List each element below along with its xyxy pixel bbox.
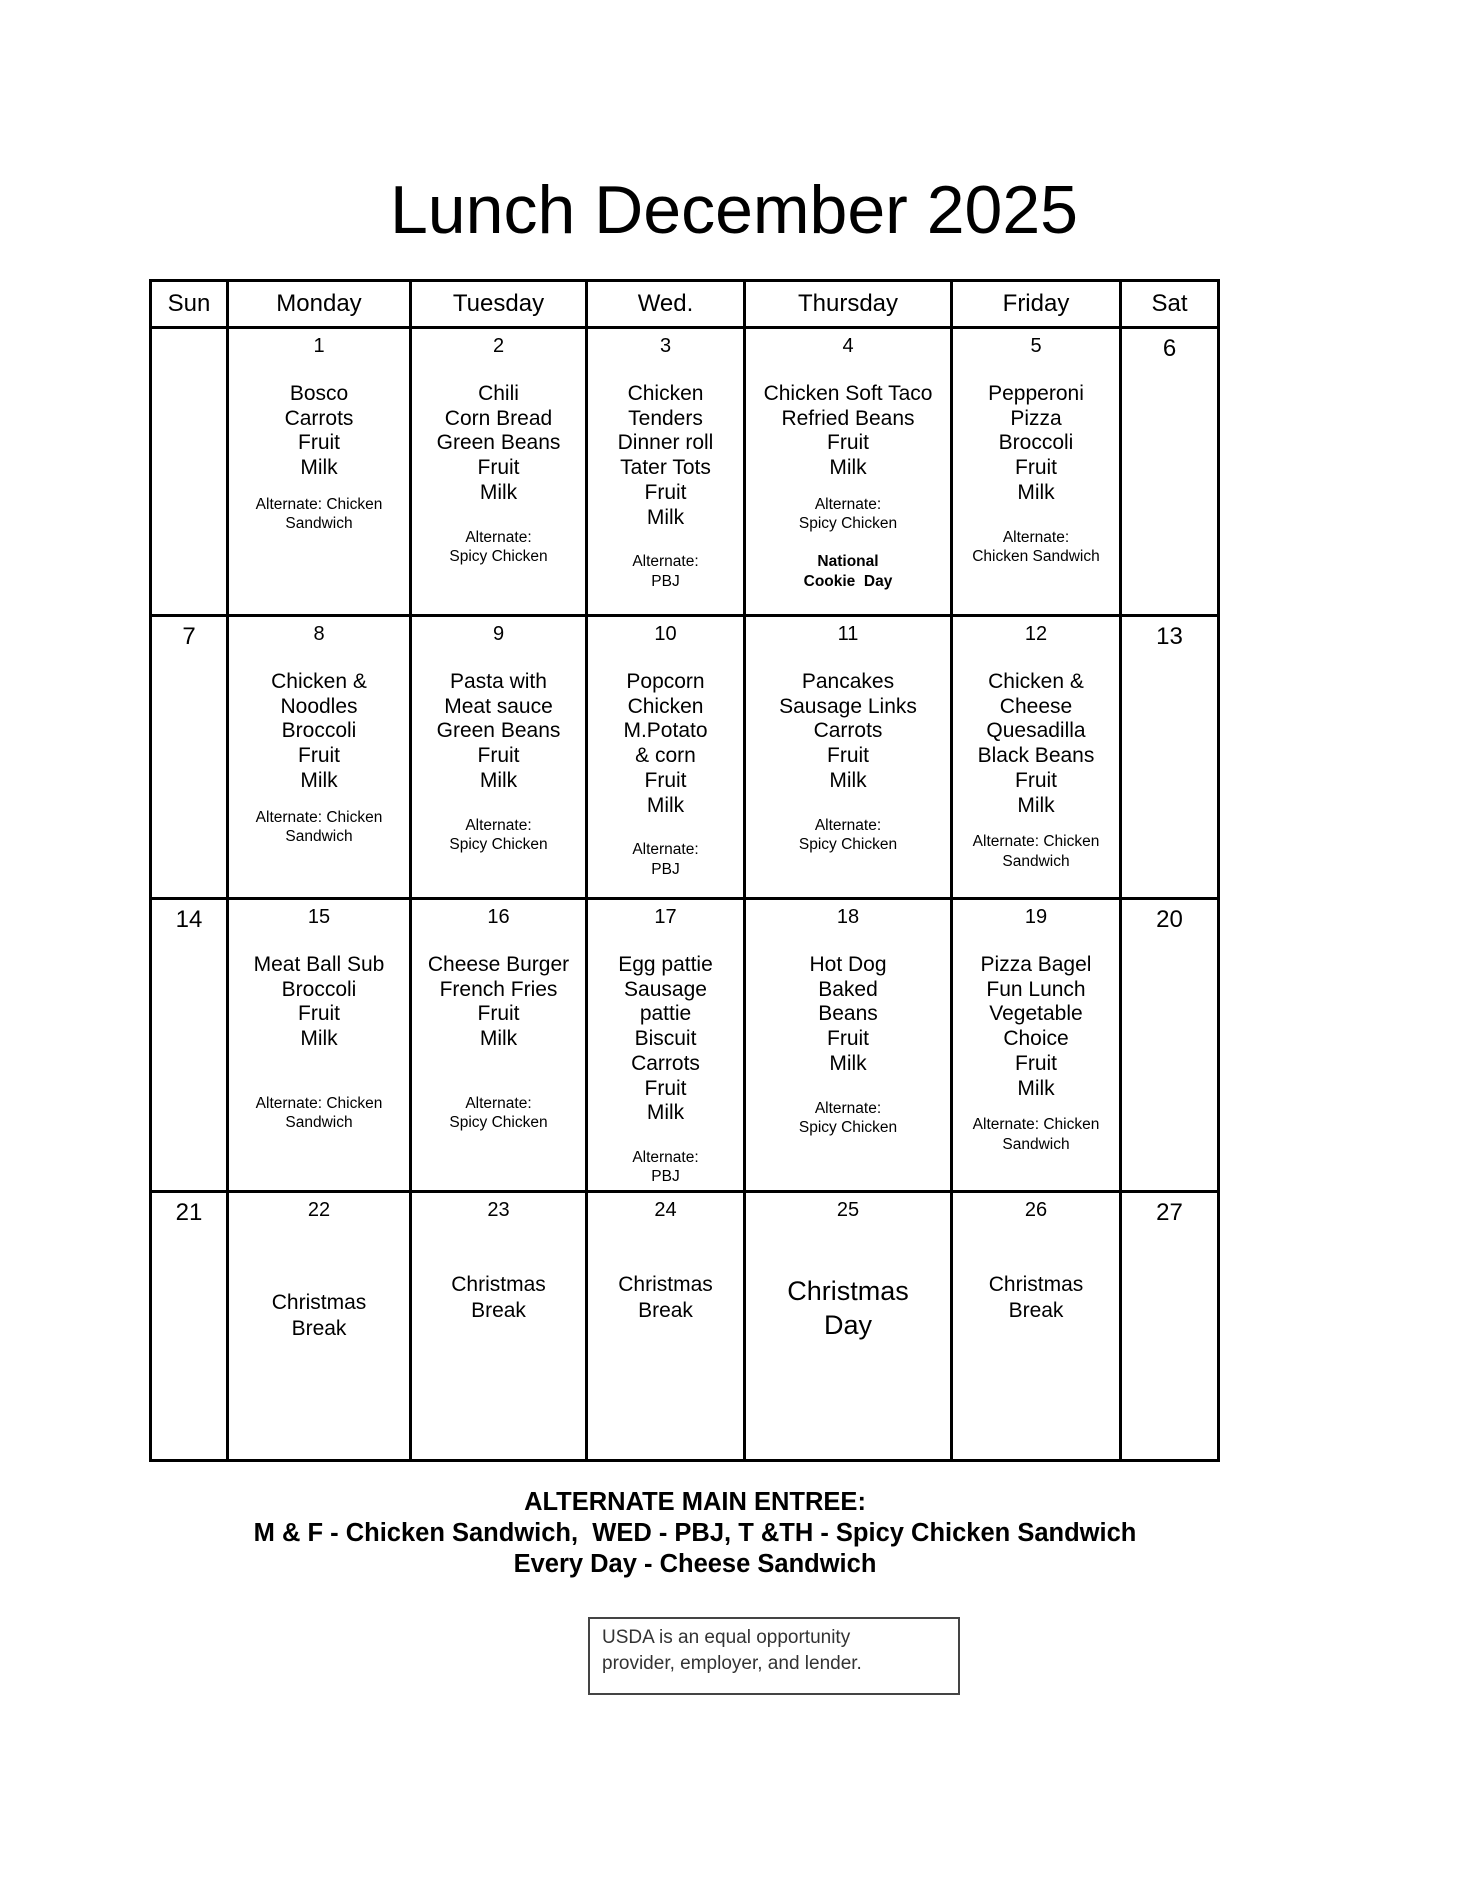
menu-items <box>953 953 1119 1101</box>
weekday-header-row <box>151 281 1219 328</box>
menu-item: Chili <box>478 382 519 405</box>
day-number: 2 <box>492 335 505 357</box>
day-number: 19 <box>1024 906 1048 928</box>
day-number: 16 <box>487 906 510 928</box>
alternate-entree-everyday: Every Day - Cheese Sandwich <box>513 1550 877 1578</box>
header-wednesday: Wed. <box>587 281 745 328</box>
menu-item: Fruit <box>644 480 687 504</box>
menu-items <box>746 382 950 481</box>
day-number: 8 <box>313 623 325 645</box>
sunday-cell <box>151 1192 228 1461</box>
menu-item: Chicken & <box>271 670 367 693</box>
day-cell <box>952 1192 1121 1461</box>
menu-items <box>229 953 409 1052</box>
menu-item: Corn Bread <box>444 406 553 430</box>
holiday-line: Break <box>1008 1299 1064 1322</box>
menu-item: Fruit <box>644 768 687 792</box>
alternate-entree <box>953 832 1119 871</box>
day-cell <box>587 328 745 616</box>
alternate-entree-notice <box>0 1487 1390 1580</box>
menu-item: Fruit <box>1015 1051 1057 1075</box>
day-number: 14 <box>175 906 203 933</box>
lunch-calendar <box>149 279 1220 1462</box>
day-number: 25 <box>836 1199 860 1221</box>
menu-item: Chicken <box>627 694 704 718</box>
menu-item: Milk <box>646 793 685 817</box>
menu-item: Pepperoni <box>988 382 1084 405</box>
menu-item: French Fries <box>439 977 558 1001</box>
menu-items <box>746 953 950 1077</box>
sunday-cell <box>151 616 228 899</box>
menu-item: Cheese <box>999 694 1073 718</box>
menu-item: Fruit <box>298 1002 340 1026</box>
alternate-entree <box>953 1115 1119 1154</box>
menu-item: Refried Beans <box>781 406 915 430</box>
day-number: 4 <box>842 335 854 357</box>
day-number: 26 <box>1024 1199 1048 1221</box>
menu-item: Fruit <box>1015 768 1057 792</box>
menu-item: Meat Ball Sub <box>253 953 385 976</box>
holiday-label <box>412 1272 585 1324</box>
day-cell <box>411 328 587 616</box>
day-cell <box>587 1192 745 1461</box>
holiday-line: Break <box>638 1299 693 1322</box>
alternate-line: Spicy Chicken <box>449 1114 548 1132</box>
alternate-line: Alternate: <box>814 495 882 513</box>
menu-item: Meat sauce <box>444 694 553 718</box>
usda-notice-box <box>588 1617 960 1695</box>
alternate-line: Sandwich <box>285 515 353 533</box>
menu-item: Chicken Soft Taco <box>763 382 933 405</box>
header-sat: Sat <box>1121 281 1219 328</box>
menu-item: Cheese Burger <box>427 953 570 976</box>
alternate-line: Alternate: <box>814 816 882 834</box>
day-cell <box>745 899 952 1192</box>
day-number: 7 <box>182 623 196 650</box>
saturday-cell <box>1121 328 1219 616</box>
alternate-entree <box>588 1148 743 1187</box>
menu-item: Carrots <box>813 719 883 743</box>
saturday-cell <box>1121 616 1219 899</box>
alternate-line: Alternate: Chicken <box>972 833 1100 851</box>
day-cell <box>411 616 587 899</box>
header-friday: Friday <box>952 281 1121 328</box>
menu-items <box>412 953 585 1052</box>
menu-item: M.Potato <box>623 719 708 743</box>
alternate-line: Spicy Chicken <box>449 548 548 566</box>
day-number: 15 <box>307 906 331 928</box>
holiday-line: Break <box>471 1299 526 1322</box>
week-row <box>151 899 1219 1192</box>
day-cell <box>952 616 1121 899</box>
menu-item: Popcorn <box>626 670 705 693</box>
day-number: 22 <box>307 1199 331 1221</box>
alternate-line: Spicy Chicken <box>798 1119 898 1137</box>
alternate-line: Sandwich <box>1002 1135 1070 1153</box>
sunday-cell <box>151 899 228 1192</box>
alternate-entree-schedule: M & F - Chicken Sandwich, WED - PBJ, T &TH - Spicy Chicken Sandwich <box>253 1519 1137 1547</box>
alternate-line: Spicy Chicken <box>798 515 898 533</box>
menu-item: Chicken & <box>988 670 1084 693</box>
menu-item: Milk <box>479 1027 518 1051</box>
alternate-line: Alternate: <box>632 553 699 571</box>
menu-item: Milk <box>300 1027 338 1051</box>
menu-item: Milk <box>829 768 867 792</box>
menu-item: Milk <box>1017 793 1055 817</box>
menu-item: Sausage Links <box>779 694 917 718</box>
alternate-line: Chicken Sandwich <box>972 548 1100 566</box>
menu-item: Milk <box>646 505 685 529</box>
menu-item: Green Beans <box>436 431 561 455</box>
menu-item: Milk <box>1017 1076 1055 1100</box>
alternate-line: Alternate: Chicken <box>972 1116 1100 1134</box>
menu-item: Fruit <box>827 1027 869 1051</box>
menu-item: Fruit <box>827 431 869 455</box>
day-cell <box>745 1192 952 1461</box>
menu-item: Quesadilla <box>986 719 1086 743</box>
menu-item: Choice <box>1003 1027 1069 1051</box>
day-cell <box>587 899 745 1192</box>
day-number: 5 <box>1030 335 1042 357</box>
day-number: 20 <box>1156 906 1183 933</box>
day-number: 27 <box>1156 1199 1183 1226</box>
saturday-cell <box>1121 1192 1219 1461</box>
menu-item: Pizza <box>1010 406 1062 430</box>
menu-item: Egg pattie <box>618 953 713 976</box>
menu-item: Milk <box>479 768 518 792</box>
alternate-line: Alternate: Chicken <box>255 495 383 513</box>
alternate-line: PBJ <box>651 860 680 878</box>
day-cell <box>228 616 411 899</box>
day-number: 10 <box>654 623 677 645</box>
alternate-entree <box>229 1094 409 1133</box>
sunday-cell <box>151 328 228 616</box>
usda-notice-line2: provider, employer, and lender. <box>602 1653 862 1674</box>
day-cell <box>228 899 411 1192</box>
menu-item: Fun Lunch <box>986 977 1086 1001</box>
menu-item: Fruit <box>298 744 340 768</box>
menu-item: & corn <box>635 744 696 768</box>
alternate-line: Sandwich <box>1002 852 1070 870</box>
day-cell <box>228 1192 411 1461</box>
menu-items <box>412 670 585 794</box>
menu-items <box>588 953 743 1126</box>
alternate-entree-heading: ALTERNATE MAIN ENTREE: <box>524 1488 866 1516</box>
alternate-line: Alternate: <box>632 841 699 859</box>
alternate-line: Alternate: Chicken <box>255 1094 383 1112</box>
alternate-line: Alternate: <box>1002 528 1070 546</box>
menu-item: Carrots <box>284 406 354 430</box>
alternate-line: Alternate: <box>465 1094 532 1112</box>
day-number: 12 <box>1024 623 1048 645</box>
menu-item: Pasta with <box>450 670 547 693</box>
holiday-line: Christmas <box>787 1276 909 1306</box>
day-cell <box>745 616 952 899</box>
day-cell <box>745 328 952 616</box>
menu-items <box>229 670 409 794</box>
menu-items <box>412 382 585 506</box>
day-cell <box>228 328 411 616</box>
menu-item: Milk <box>300 768 338 792</box>
menu-item: Noodles <box>280 694 358 718</box>
day-number: 3 <box>659 335 672 357</box>
menu-item: Milk <box>300 456 338 480</box>
alternate-line: Spicy Chicken <box>798 836 898 854</box>
holiday-line: Christmas <box>451 1273 546 1296</box>
alternate-entree <box>229 495 409 534</box>
menu-items <box>746 670 950 794</box>
day-number: 6 <box>1162 335 1177 362</box>
holiday-line: Day <box>823 1310 872 1340</box>
menu-item: Fruit <box>298 431 340 455</box>
alternate-line: Alternate: <box>632 1148 699 1166</box>
menu-item: Vegetable <box>989 1002 1083 1026</box>
alternate-entree <box>412 1094 585 1133</box>
special-line: Cookie Day <box>803 572 893 590</box>
day-number: 9 <box>492 623 505 645</box>
alternate-entree <box>588 552 743 591</box>
alternate-entree <box>588 840 743 879</box>
menu-item: Milk <box>829 456 867 480</box>
day-cell <box>952 899 1121 1192</box>
alternate-line: Alternate: Chicken <box>255 808 383 826</box>
menu-item: Milk <box>479 480 518 504</box>
alternate-entree <box>953 528 1119 567</box>
menu-item: Milk <box>829 1051 867 1075</box>
holiday-line: Break <box>291 1317 347 1340</box>
saturday-cell <box>1121 899 1219 1192</box>
menu-item: Tater Tots <box>620 456 711 480</box>
page-title: Lunch December 2025 <box>389 172 1078 248</box>
holiday-line: Christmas <box>271 1291 367 1314</box>
menu-item: pattie <box>639 1002 692 1026</box>
day-number: 24 <box>654 1199 677 1221</box>
menu-items <box>588 670 743 818</box>
menu-item: Fruit <box>827 744 869 768</box>
alternate-line: Alternate: <box>465 528 532 546</box>
menu-item: Dinner roll <box>617 431 714 455</box>
special-day-note <box>746 552 950 592</box>
usda-notice-line1: USDA is an equal opportunity <box>602 1627 851 1648</box>
alternate-line: PBJ <box>651 572 680 590</box>
header-sun: Sun <box>151 281 228 328</box>
menu-item: Fruit <box>644 1076 687 1100</box>
alternate-entree <box>229 808 409 847</box>
alternate-line: Alternate: <box>814 1099 882 1117</box>
alternate-line: PBJ <box>651 1168 680 1186</box>
menu-item: Chicken <box>627 382 704 405</box>
alternate-line: Sandwich <box>285 1114 353 1132</box>
menu-item: Fruit <box>477 744 520 768</box>
holiday-label <box>746 1274 950 1342</box>
menu-item: Baked <box>818 977 878 1001</box>
day-number: 17 <box>654 906 677 928</box>
special-line: National <box>817 552 879 570</box>
menu-item: Milk <box>1017 480 1055 504</box>
alternate-entree <box>746 1099 950 1138</box>
menu-item: Milk <box>646 1101 685 1125</box>
menu-item: Carrots <box>631 1051 700 1075</box>
menu-item: Fruit <box>477 1002 520 1026</box>
alternate-line: Alternate: <box>465 816 532 834</box>
alternate-line: Sandwich <box>285 828 353 846</box>
menu-items <box>588 382 743 530</box>
day-cell <box>952 328 1121 616</box>
week-row <box>151 328 1219 616</box>
menu-item: Broccoli <box>281 977 357 1001</box>
menu-item: Sausage <box>624 977 707 1001</box>
holiday-line: Christmas <box>988 1273 1084 1296</box>
holiday-label <box>953 1272 1119 1324</box>
header-tuesday: Tuesday <box>411 281 587 328</box>
day-number: 18 <box>836 906 860 928</box>
alternate-entree <box>746 495 950 534</box>
menu-item: Beans <box>818 1002 878 1026</box>
menu-item: Green Beans <box>436 719 561 743</box>
week-row <box>151 1192 1219 1461</box>
menu-item: Pizza Bagel <box>980 953 1092 976</box>
menu-item: Broccoli <box>998 431 1074 455</box>
alternate-entree <box>412 528 585 567</box>
header-thursday: Thursday <box>745 281 952 328</box>
day-number: 23 <box>487 1199 510 1221</box>
week-row <box>151 616 1219 899</box>
menu-item: Bosco <box>289 382 349 405</box>
alternate-line: Spicy Chicken <box>449 836 548 854</box>
alternate-entree <box>746 816 950 855</box>
menu-item: Hot Dog <box>809 953 887 976</box>
menu-items <box>953 382 1119 506</box>
holiday-label <box>588 1272 743 1324</box>
day-cell <box>587 616 745 899</box>
day-number: 13 <box>1156 623 1183 650</box>
menu-item: Pancakes <box>801 670 895 693</box>
menu-item: Tenders <box>628 406 703 430</box>
holiday-label <box>229 1290 409 1342</box>
day-number: 21 <box>175 1199 203 1226</box>
menu-item: Fruit <box>1015 456 1057 480</box>
day-number: 1 <box>313 335 325 357</box>
day-cell <box>411 1192 587 1461</box>
menu-item: Biscuit <box>634 1027 697 1051</box>
menu-item: Broccoli <box>281 719 357 743</box>
day-number: 11 <box>837 623 859 645</box>
header-monday: Monday <box>228 281 411 328</box>
menu-items <box>953 670 1119 818</box>
menu-item: Black Beans <box>977 744 1095 768</box>
menu-items <box>229 382 409 481</box>
menu-item: Fruit <box>477 456 520 480</box>
day-cell <box>411 899 587 1192</box>
alternate-entree <box>412 816 585 855</box>
holiday-line: Christmas <box>618 1273 713 1296</box>
